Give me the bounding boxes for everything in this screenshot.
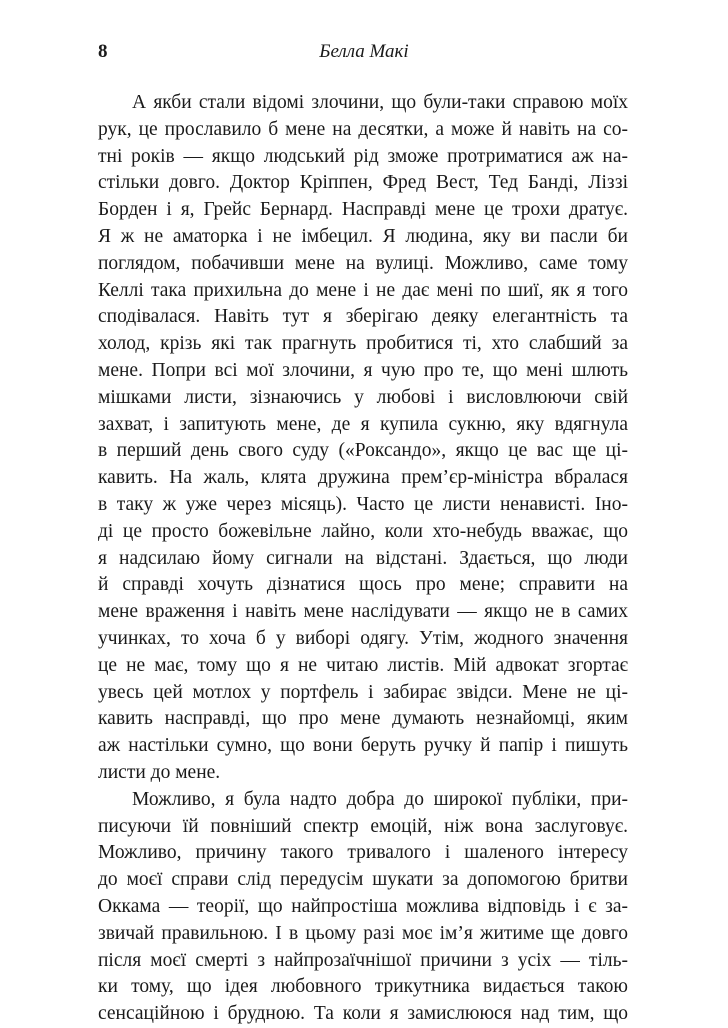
text-line: сенсаційною і брудною. Та коли я замислююся над тим, що [98, 1003, 628, 1025]
text-line: стільки довго. Доктор Кріппен, Фред Вест, Тед Банді, Ліззі [98, 172, 628, 194]
text-line: Келлі така прихильна до мене і не дає мені по шиї, як я того [98, 279, 628, 301]
text-line: в таку ж уже через місяць). Часто це листи ненависті. Іно- [98, 493, 628, 515]
text-line: рук, це прославило б мене на десятки, а може й навіть на со- [98, 118, 628, 140]
text-line: Я ж не аматорка і не імбецил. Я людина, яку ви пасли би [98, 225, 628, 247]
text-line: звичай правильною. І в цьому разі моє ім’я житиме ще довго [98, 922, 628, 944]
text-line: тні років — якщо людський рід зможе протриматися аж на- [98, 145, 628, 167]
text-line: Оккама — теорії, що найпростіша можлива відповідь і є за- [98, 895, 628, 917]
body-text [98, 90, 628, 1028]
text-line: сподівалася. Навіть тут я зберігаю деяку елегантність та [98, 306, 628, 328]
text-line: писуючи їй повніший спектр емоцій, ніж вона заслуговує. [98, 815, 628, 837]
text-line: ді це просто божевільне лайно, коли хто-небудь вважає, що [98, 520, 628, 542]
text-line: мене враження і навіть мене наслідувати — якщо не в самих [98, 601, 628, 623]
text-line: поглядом, побачивши мене на вулиці. Можливо, саме тому [98, 252, 628, 274]
text-line: кавить насправді, що про мене думають незнайомці, яким [98, 708, 628, 730]
text-line: це не має, тому що я не читаю листів. Мій адвокат згортає [98, 654, 628, 676]
text-line: захват, і запитують мене, де я купила сукню, яку вдягнула [98, 413, 628, 435]
page-number: 8 [98, 41, 108, 62]
paragraph-2 [98, 787, 628, 1028]
paragraph-1 [98, 90, 628, 787]
running-title: Белла Макі [319, 41, 409, 62]
text-line: учинках, то хоча б у виборі одягу. Утім, жодного значення [98, 627, 628, 649]
text-line: Борден і я, Грейс Бернард. Насправді мене це трохи дратує. [98, 199, 628, 221]
text-line: Можливо, причину такого тривалого і шаленого інтересу [98, 842, 628, 864]
text-line: після моєї смерті з найпрозаїчнішої причини з усіх — тіль- [98, 949, 628, 971]
text-line: в перший день свого суду («Роксандо», якщо це вас ще ці- [98, 440, 628, 462]
text-line: листи до мене. [98, 761, 221, 783]
text-line: аж настільки сумно, що вони беруть ручку й папір і пишуть [98, 735, 628, 757]
text-line: кавить. На жаль, клята дружина прем’єр-міністра вбралася [98, 467, 628, 489]
text-line: холод, крізь які так прагнуть пробитися ті, хто слабший за [98, 333, 628, 355]
text-line: Можливо, я була надто добра до широкої публіки, при- [132, 788, 628, 810]
text-line: увесь цей мотлох у портфель і забирає звідси. Мене не ці- [98, 681, 628, 703]
text-line: мішками листи, зізнаючись у любові і висловлюючи свій [98, 386, 628, 408]
text-line: до моєї справи слід передусім шукати за допомогою бритви [98, 869, 628, 891]
text-line: ки тому, що ідея любовного трикутника видається такою [98, 976, 628, 998]
text-line: А якби стали відомі злочини, що були-таки справою моїх [132, 92, 628, 113]
text-line: й справді хочуть дізнатися щось про мене; справити на [98, 574, 628, 596]
text-line: я надсилаю йому сигнали на відстані. Здається, що люди [98, 547, 628, 569]
text-line: мене. Попри всі мої злочини, я чую про те, що мені шлють [98, 359, 628, 381]
